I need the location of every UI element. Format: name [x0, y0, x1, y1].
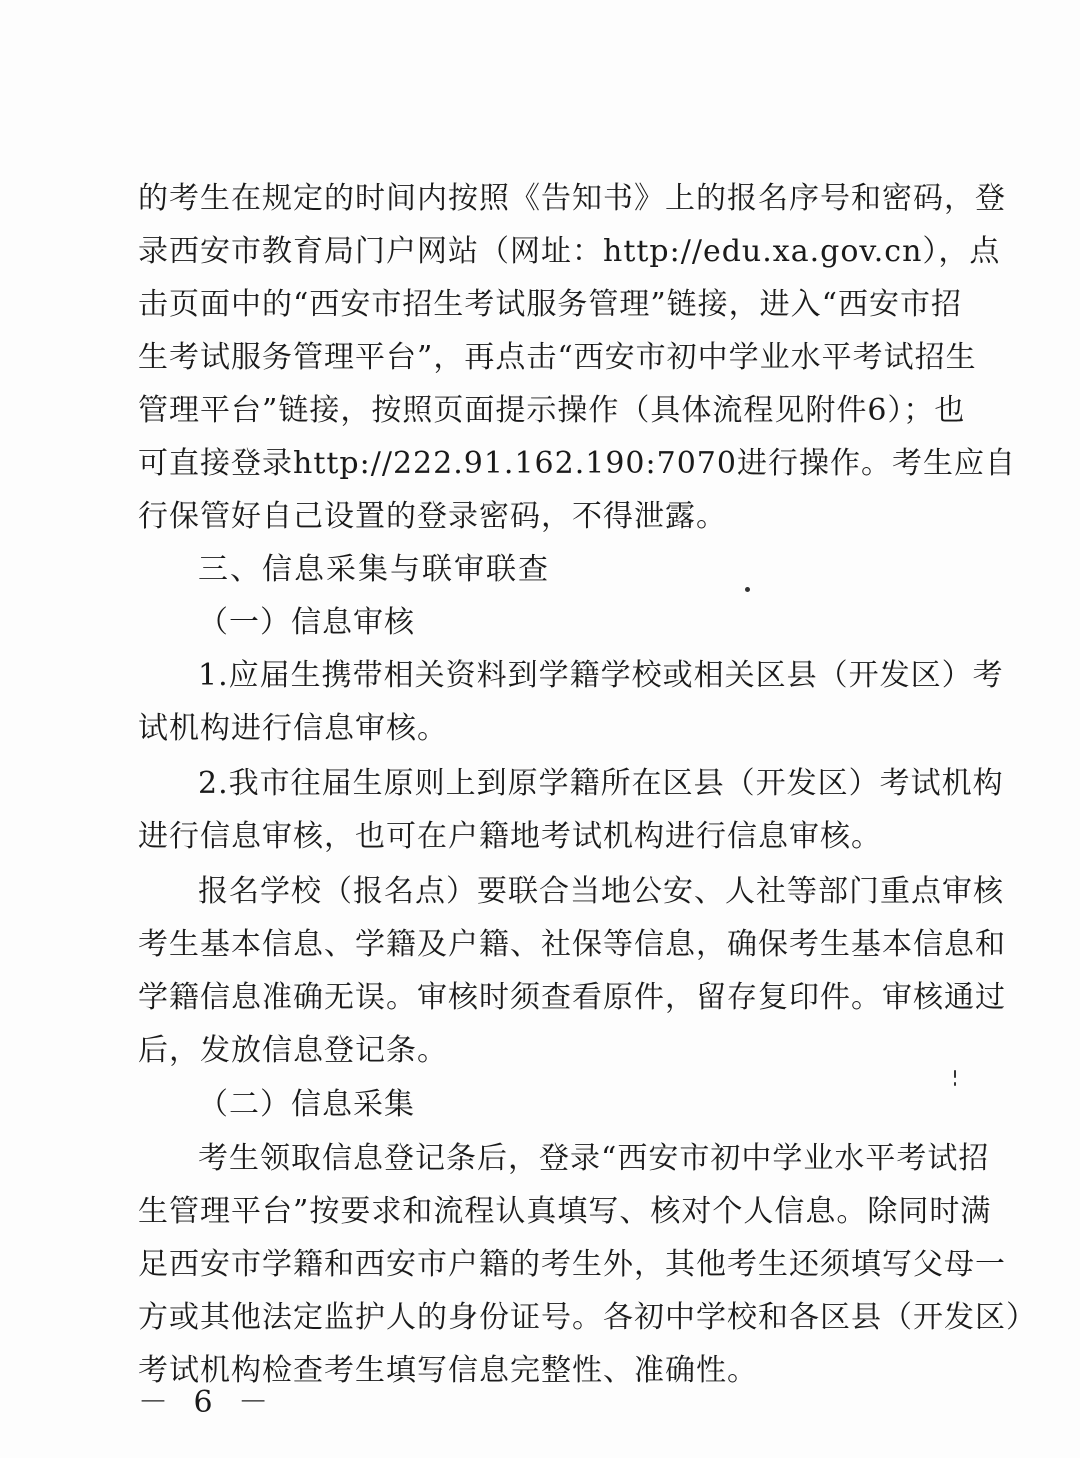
text-line: 1.应届生携带相关资料到学籍学校或相关区县（开发区）考 — [198, 658, 1004, 693]
text-line: 学籍信息准确无误。审核时须查看原件，留存复印件。审核通过 — [138, 980, 1006, 1015]
scan-speck — [954, 1082, 956, 1086]
subsection-heading: （二）信息采集 — [198, 1087, 415, 1122]
text-line: 2.我市往届生原则上到原学籍所在区县（开发区）考试机构 — [198, 766, 1004, 801]
page-number: － 6 － — [138, 1385, 277, 1420]
text-line: 考生领取信息登记条后，登录“西安市初中学业水平考试招 — [198, 1141, 990, 1176]
text-line: 足西安市学籍和西安市户籍的考生外，其他考生还须填写父母一 — [138, 1247, 1006, 1282]
text-line: 击页面中的“西安市招生考试服务管理”链接，进入“西安市招 — [138, 287, 963, 322]
text-line: 生管理平台”按要求和流程认真填写、核对个人信息。除同时满 — [138, 1194, 992, 1229]
text-line: 生考试服务管理平台”，再点击“西安市初中学业水平考试招生 — [138, 340, 977, 375]
text-line: 后，发放信息登记条。 — [138, 1033, 448, 1068]
text-line: 试机构进行信息审核。 — [138, 711, 448, 746]
text-line: 可直接登录http://222.91.162.190:7070进行操作。考生应自 — [138, 446, 1016, 481]
text-line: 行保管好自己设置的登录密码，不得泄露。 — [138, 499, 727, 534]
text-line: 方或其他法定监护人的身份证号。各初中学校和各区县（开发区） — [138, 1300, 1037, 1335]
text-line: 录西安市教育局门户网站（网址：http://edu.xa.gov.cn），点 — [138, 234, 1001, 269]
text-line: 的考生在规定的时间内按照《告知书》上的报名序号和密码，登 — [138, 181, 1006, 216]
text-line: 报名学校（报名点）要联合当地公安、人社等部门重点审核 — [198, 874, 1004, 909]
text-line: 考生基本信息、学籍及户籍、社保等信息，确保考生基本信息和 — [138, 927, 1006, 962]
scan-speck — [954, 1070, 956, 1078]
subsection-heading: （一）信息审核 — [198, 605, 415, 640]
section-heading: 三、信息采集与联审联查 — [198, 552, 550, 587]
text-line: 管理平台”链接，按照页面提示操作（具体流程见附件6）；也 — [138, 393, 966, 428]
scan-speck — [745, 587, 750, 592]
text-line: 进行信息审核，也可在户籍地考试机构进行信息审核。 — [138, 819, 882, 854]
text-line: 考试机构检查考生填写信息完整性、准确性。 — [138, 1353, 758, 1388]
